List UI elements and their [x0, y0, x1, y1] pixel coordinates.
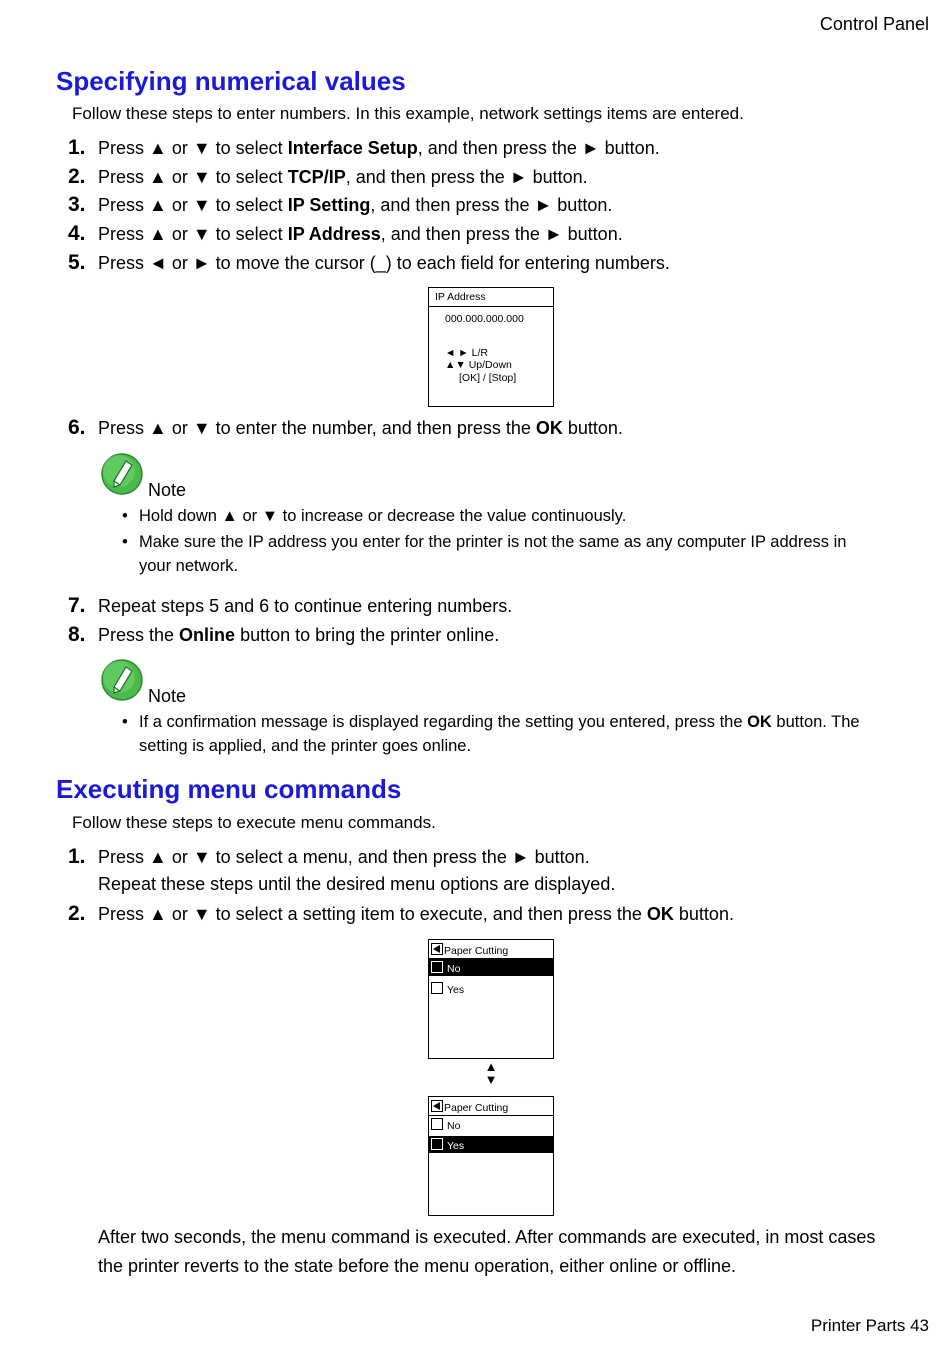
step-text: button to bring the printer online. [235, 625, 500, 645]
step-text: button. [562, 418, 623, 438]
lcd-hint-up-down: ▲▼ Up/Down [445, 359, 512, 371]
step-6 [68, 416, 623, 440]
lcd-paper-cutting-no-selected [428, 939, 554, 1059]
checkbox-icon [431, 961, 443, 973]
step-2 [68, 902, 734, 926]
step-1-continuation: Repeat these steps until the desired menu options are displayed. [98, 874, 616, 894]
note-label: Note [148, 686, 187, 706]
section-title-specifying-numerical-values: Specifying numerical values [56, 66, 406, 96]
step-7 [68, 594, 512, 618]
section-intro: Follow these steps to enter numbers. In this example, network settings items are entered. [72, 104, 744, 123]
step-number: 6. [68, 416, 86, 439]
step-text: Press the [98, 625, 180, 645]
lcd-option-no [431, 1118, 460, 1132]
note-bullet-text: Hold down ▲ or ▼ to increase or decrease the value continuously. [139, 507, 627, 525]
step-3 [68, 193, 612, 217]
lcd-title: Paper Cutting [444, 1102, 509, 1114]
step-text: Press ▲ or ▼ to select [98, 195, 288, 215]
step-text: Press ▲ or ▼ to select [98, 224, 288, 244]
lcd-hint-left-right: ◄ ► L/R [445, 347, 488, 359]
step-number: 4. [68, 222, 86, 245]
lcd-title-bar [429, 940, 553, 959]
up-down-transition-icon: ▲▼ [484, 1059, 498, 1087]
step-keyword: TCP/IP [287, 167, 346, 187]
checkbox-icon [431, 982, 443, 994]
note-bullet-text-part: If a confirmation message is displayed regarding the setting you entered, press the [139, 713, 748, 731]
step-number: 2. [68, 902, 86, 925]
lcd-option-label: No [447, 963, 461, 975]
note-bullet: • If a confirmation message is displayed regarding the setting you entered, press the OK button. The setting is applied, and the printer goes online. [122, 710, 882, 758]
step-keyword: OK [646, 904, 674, 924]
step-text: , and then press the ► button. [380, 224, 623, 244]
step-keyword: Interface Setup [287, 138, 418, 158]
step-text: Press ▲ or ▼ to select [98, 167, 288, 187]
lcd-option-no-selected [429, 959, 553, 976]
step-text: Press ▲ or ▼ to select a menu, and then press the ► button. [98, 847, 590, 867]
step-number: 1. [68, 136, 86, 159]
closing-paragraph: After two seconds, the menu command is executed. After commands are executed, in most cases the printer reverts to the state before the menu operation, either online or offline. [98, 1227, 876, 1276]
lcd-option-label: No [447, 1120, 461, 1132]
note-label: Note [148, 480, 187, 500]
step-text: Repeat steps 5 and 6 to continue entering numbers. [98, 596, 513, 616]
step-keyword: Online [179, 625, 236, 645]
step-text: , and then press the ► button. [417, 138, 660, 158]
step-text: button. [673, 904, 734, 924]
page-footer: Printer Parts 43 [810, 1316, 929, 1335]
note-pencil-icon [100, 452, 144, 496]
step-keyword: IP Setting [287, 195, 371, 215]
step-1 [68, 136, 660, 160]
lcd-ip-address-screen [428, 287, 554, 407]
checkbox-icon [431, 1138, 443, 1150]
step-text: , and then press the ► button. [370, 195, 613, 215]
lcd-title: IP Address [435, 291, 486, 303]
step-number: 7. [68, 594, 86, 617]
page-header-section: Control Panel [819, 14, 929, 34]
step-text: Press ▲ or ▼ to enter the number, and then press the [98, 418, 536, 438]
note-bullet-keyword: OK [747, 713, 772, 731]
back-arrow-icon [431, 1100, 443, 1112]
lcd-title-bar [429, 1097, 553, 1116]
step-text: Press ▲ or ▼ to select [98, 138, 288, 158]
step-text: , and then press the ► button. [345, 167, 588, 187]
step-4 [68, 222, 623, 246]
step-2 [68, 165, 588, 189]
note-bullet-text: Make sure the IP address you enter for the printer is not the same as any computer IP address in your network. [139, 533, 847, 575]
back-arrow-icon [431, 943, 443, 955]
step-8 [68, 623, 499, 647]
step-text: Press ◄ or ► to move the cursor (_) to each field for entering numbers. [98, 253, 670, 273]
note-bullet-text [122, 710, 882, 758]
checkbox-icon [431, 1118, 443, 1130]
lcd-option-label: Yes [447, 1140, 465, 1152]
lcd-option-yes [431, 982, 464, 996]
lcd-hint-ok-stop: [OK] / [Stop] [459, 372, 517, 384]
step-number: 1. [68, 845, 86, 868]
note-bullet-text-part: button. The setting is applied, and the printer goes online. [139, 713, 860, 755]
lcd-title-bar [429, 288, 553, 307]
lcd-ip-value: 000.000.000.000 [445, 313, 524, 325]
note-pencil-icon [100, 658, 144, 702]
step-keyword: OK [535, 418, 563, 438]
section-title-executing-menu-commands: Executing menu commands [56, 774, 402, 804]
lcd-option-yes-selected [429, 1136, 553, 1153]
note-bullet: • Make sure the IP address you enter for the printer is not the same as any computer IP address in your network. [122, 530, 882, 578]
lcd-option-label: Yes [447, 984, 465, 996]
lcd-title: Paper Cutting [444, 945, 509, 957]
step-number: 5. [68, 251, 86, 274]
step-1 [68, 845, 590, 869]
note-bullet: • Hold down ▲ or ▼ to increase or decrease the value continuously. [122, 504, 882, 528]
step-5 [68, 251, 670, 275]
section-intro: Follow these steps to execute menu commands. [72, 813, 436, 832]
step-number: 8. [68, 623, 86, 646]
step-number: 3. [68, 193, 86, 216]
step-keyword: IP Address [287, 224, 381, 244]
lcd-paper-cutting-yes-selected [428, 1096, 554, 1216]
step-number: 2. [68, 165, 86, 188]
step-text: Press ▲ or ▼ to select a setting item to execute, and then press the [98, 904, 647, 924]
